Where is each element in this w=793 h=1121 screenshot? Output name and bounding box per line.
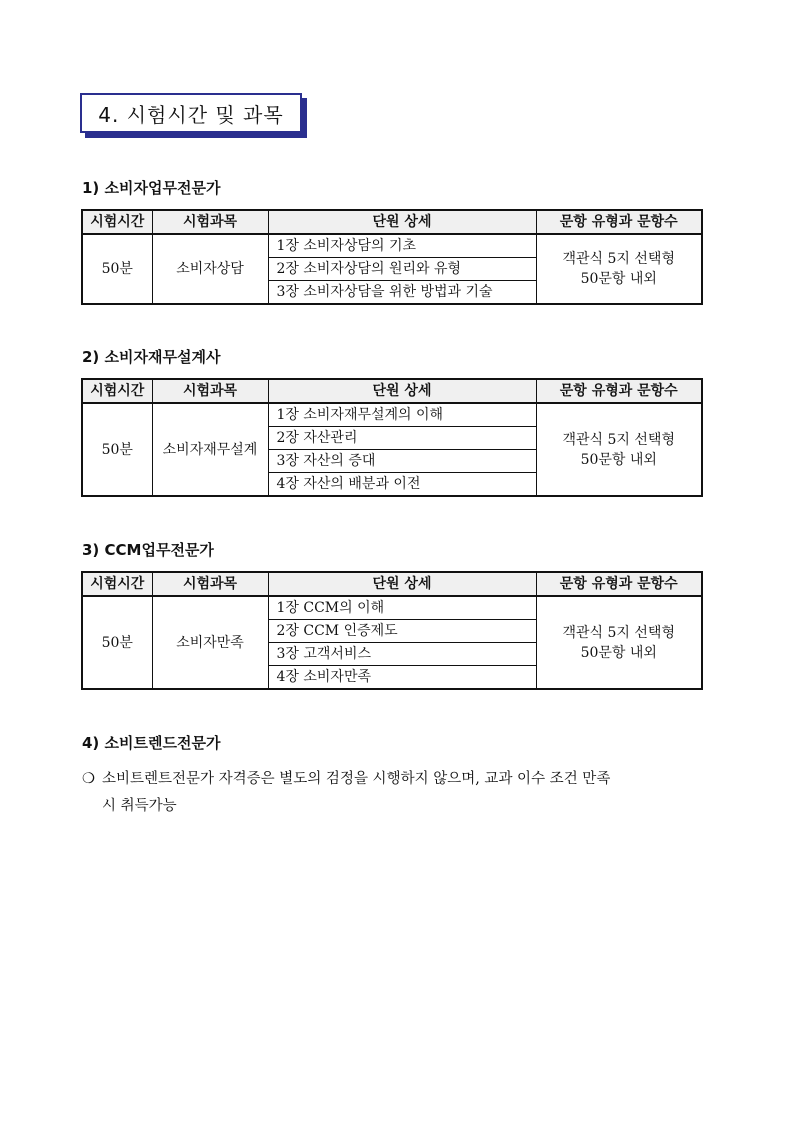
unit-item: 3장 고객서비스 xyxy=(268,643,536,666)
table-row xyxy=(82,403,702,427)
section-title: 4. 시험시간 및 과목 xyxy=(80,93,302,133)
exam-time: 50분 xyxy=(82,234,152,304)
unit-item: 2장 자산관리 xyxy=(268,427,536,450)
table-header-row xyxy=(82,210,702,234)
section-1-heading: 1) 소비자업무전문가 xyxy=(82,179,221,197)
exam-table-3 xyxy=(81,571,703,690)
question-format xyxy=(536,596,702,689)
unit-item: 1장 소비자상담의 기초 xyxy=(268,234,536,258)
section-4-heading: 4) 소비트렌드전문가 xyxy=(82,734,221,752)
table-row xyxy=(82,234,702,258)
format-type: 객관식 5지 선택형 xyxy=(562,624,675,641)
section-3-heading: 3) CCM업무전문가 xyxy=(82,541,214,559)
header-format: 문항 유형과 문항수 xyxy=(536,210,702,234)
exam-table-1 xyxy=(81,209,703,305)
unit-item: 4장 소비자만족 xyxy=(268,666,536,690)
unit-item: 2장 CCM 인증제도 xyxy=(268,620,536,643)
header-subject: 시험과목 xyxy=(152,210,268,234)
format-type: 객관식 5지 선택형 xyxy=(562,431,675,448)
unit-item: 2장 소비자상담의 원리와 유형 xyxy=(268,258,536,281)
exam-time: 50분 xyxy=(82,403,152,496)
note-text-1: 소비트렌트전문가 자격증은 별도의 검정을 시행하지 않으며, 교과 이수 조건 만족 xyxy=(102,771,611,787)
unit-item: 3장 자산의 증대 xyxy=(268,450,536,473)
header-units: 단원 상세 xyxy=(268,572,536,596)
table-row xyxy=(82,596,702,620)
exam-table-2 xyxy=(81,378,703,497)
header-units: 단원 상세 xyxy=(268,379,536,403)
exam-subject: 소비자상담 xyxy=(152,234,268,304)
unit-item: 1장 소비자재무설계의 이해 xyxy=(268,403,536,427)
header-time: 시험시간 xyxy=(82,379,152,403)
note-text-2: 시 취득가능 xyxy=(102,798,177,814)
table-header-row xyxy=(82,379,702,403)
header-subject: 시험과목 xyxy=(152,379,268,403)
header-format: 문항 유형과 문항수 xyxy=(536,572,702,596)
circle-bullet-icon: ❍ xyxy=(82,771,95,787)
table-header-row xyxy=(82,572,702,596)
unit-item: 1장 CCM의 이해 xyxy=(268,596,536,620)
header-time: 시험시간 xyxy=(82,572,152,596)
header-time: 시험시간 xyxy=(82,210,152,234)
format-count: 50문항 내외 xyxy=(580,271,657,287)
section-2-heading: 2) 소비자재무설계사 xyxy=(82,348,221,366)
header-subject: 시험과목 xyxy=(152,572,268,596)
exam-subject: 소비자재무설계 xyxy=(152,403,268,496)
exam-time: 50분 xyxy=(82,596,152,689)
header-format: 문항 유형과 문항수 xyxy=(536,379,702,403)
unit-item: 3장 소비자상담을 위한 방법과 기술 xyxy=(268,281,536,305)
unit-item: 4장 자산의 배분과 이전 xyxy=(268,473,536,497)
question-format xyxy=(536,234,702,304)
format-type: 객관식 5지 선택형 xyxy=(562,251,675,267)
header-units: 단원 상세 xyxy=(268,210,536,234)
format-count: 50문항 내외 xyxy=(580,644,657,661)
question-format xyxy=(536,403,702,496)
format-count: 50문항 내외 xyxy=(580,451,657,468)
note-line-1 xyxy=(82,766,702,793)
exam-subject: 소비자만족 xyxy=(152,596,268,689)
section-4-note xyxy=(82,766,702,820)
